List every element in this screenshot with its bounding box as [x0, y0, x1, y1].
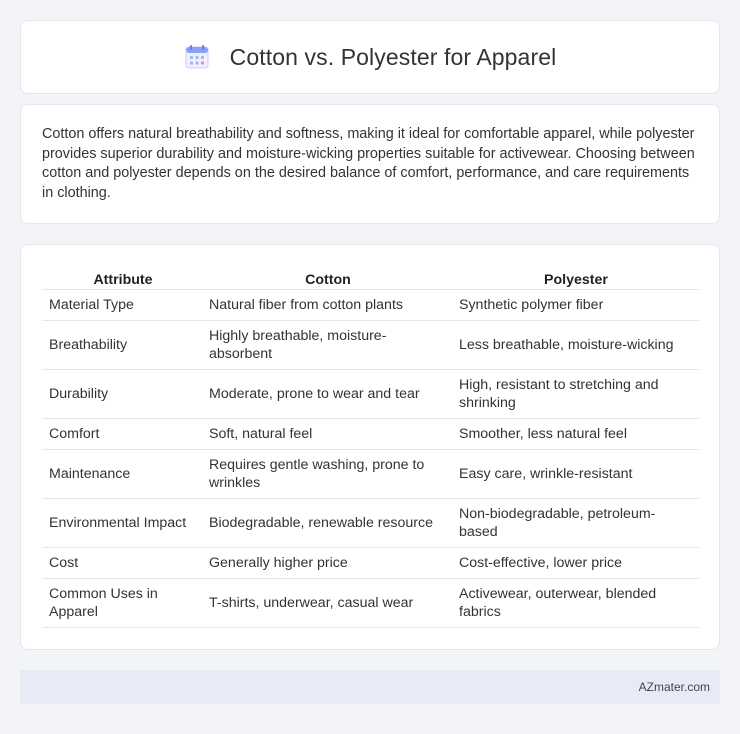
cotton-cell: Highly breathable, moisture-absorbent: [203, 320, 453, 369]
polyester-cell: Synthetic polymer fiber: [453, 289, 699, 320]
summary-text: Cotton offers natural breathability and softness, making it ideal for comfortable apparel, while polyester provides superior durability and moisture-wicking properties suitable for activewear. Choosing between cotton and polyester depends on the desired balance of comfort, performance, and care requirements in clothing.: [42, 126, 695, 201]
title-card: [20, 20, 720, 94]
table-row: [43, 449, 699, 498]
attribute-cell: Durability: [43, 369, 203, 418]
table-header-row: [43, 265, 699, 289]
header-attribute: Attribute: [43, 265, 203, 289]
footer-site-link[interactable]: AZmater.com: [638, 680, 710, 694]
table-row: [43, 289, 699, 320]
cotton-cell: Soft, natural feel: [203, 418, 453, 449]
attribute-cell: Cost: [43, 547, 203, 578]
table-row: [43, 369, 699, 418]
comparison-table-card: [20, 244, 720, 650]
table-row: [43, 320, 699, 369]
polyester-cell: Less breathable, moisture-wicking: [453, 320, 699, 369]
cotton-cell: Generally higher price: [203, 547, 453, 578]
attribute-cell: Environmental Impact: [43, 498, 203, 547]
table-row: [43, 498, 699, 547]
polyester-cell: Easy care, wrinkle-resistant: [453, 449, 699, 498]
polyester-cell: Non-biodegradable, petroleum-based: [453, 498, 699, 547]
table-row: [43, 418, 699, 449]
cotton-cell: T-shirts, underwear, casual wear: [203, 578, 453, 627]
summary-card: [20, 104, 720, 224]
cotton-cell: Requires gentle washing, prone to wrinkles: [203, 449, 453, 498]
attribute-cell: Maintenance: [43, 449, 203, 498]
table-row: [43, 547, 699, 578]
cotton-cell: Natural fiber from cotton plants: [203, 289, 453, 320]
table-row: [43, 578, 699, 627]
polyester-cell: Cost-effective, lower price: [453, 547, 699, 578]
page-title: Cotton vs. Polyester for Apparel: [229, 43, 557, 70]
attribute-cell: Common Uses in Apparel: [43, 578, 203, 627]
polyester-cell: Activewear, outerwear, blended fabrics: [453, 578, 699, 627]
calendar-grid-icon: [184, 44, 210, 70]
comparison-table: [43, 265, 699, 628]
polyester-cell: High, resistant to stretching and shrinking: [453, 369, 699, 418]
polyester-cell: Smoother, less natural feel: [453, 418, 699, 449]
header-polyester: Polyester: [453, 265, 699, 289]
cotton-cell: Moderate, prone to wear and tear: [203, 369, 453, 418]
cotton-cell: Biodegradable, renewable resource: [203, 498, 453, 547]
attribute-cell: Breathability: [43, 320, 203, 369]
header-cotton: Cotton: [203, 265, 453, 289]
attribute-cell: Material Type: [43, 289, 203, 320]
attribute-cell: Comfort: [43, 418, 203, 449]
footer: [20, 670, 720, 704]
